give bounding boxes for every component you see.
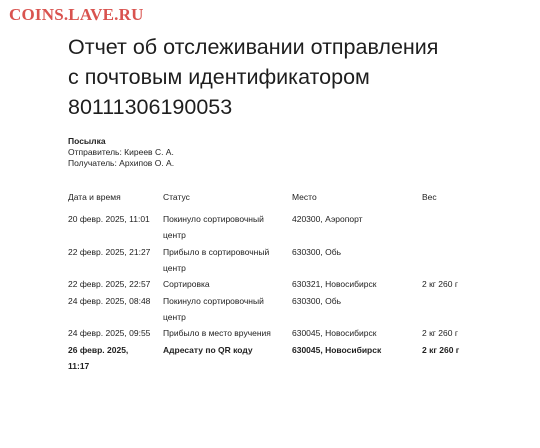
row-place: 630300, Обь <box>292 247 341 257</box>
title-line: с почтовым идентификатором <box>68 65 370 89</box>
row-place: 420300, Аэропорт <box>292 214 363 224</box>
row-place: 630300, Обь <box>292 296 341 306</box>
row-status: Сортировка <box>163 279 210 289</box>
table-header-row <box>68 190 488 212</box>
table-row <box>68 277 488 294</box>
parcel-info <box>68 136 174 169</box>
header-place: Место <box>292 192 317 202</box>
page-title <box>68 32 508 122</box>
tracking-number[interactable]: 80111306190053 <box>68 95 233 119</box>
row-weight: 2 кг 260 г <box>422 279 458 289</box>
row-status: Покинуло сортировочный центр <box>163 214 264 240</box>
row-date: 26 февр. 2025, 11:17 <box>68 345 129 371</box>
row-date: 22 февр. 2025, 21:27 <box>68 247 151 257</box>
table-row <box>68 245 488 277</box>
site-watermark: COINS.LAVE.RU <box>9 5 144 24</box>
header-weight: Вес <box>422 192 437 202</box>
table-row <box>68 212 488 245</box>
table-row <box>68 294 488 326</box>
tracking-table <box>68 190 488 375</box>
header-date: Дата и время <box>68 192 121 202</box>
table-row <box>68 343 488 375</box>
row-status: Покинуло сортировочный центр <box>163 296 264 322</box>
row-place: 630321, Новосибирск <box>292 279 377 289</box>
parcel-recipient: Получатель: Архипов О. А. <box>68 158 175 168</box>
row-place: 630045, Новосибирск <box>292 328 377 338</box>
row-date: 22 февр. 2025, 22:57 <box>68 279 151 289</box>
row-place: 630045, Новосибирск <box>292 345 382 355</box>
row-status: Адресату по QR коду <box>163 345 253 355</box>
parcel-sender: Отправитель: Киреев С. А. <box>68 147 174 157</box>
row-status: Прибыло в место вручения <box>163 328 271 338</box>
row-date: 24 февр. 2025, 09:55 <box>68 328 151 338</box>
row-date: 20 февр. 2025, 11:01 <box>68 214 150 224</box>
header-status: Статус <box>163 192 190 202</box>
row-date: 24 февр. 2025, 08:48 <box>68 296 151 306</box>
table-row <box>68 326 488 343</box>
row-weight: 2 кг 260 г <box>422 328 458 338</box>
title-line: Отчет об отслеживании отправления <box>68 35 439 59</box>
parcel-type: Посылка <box>68 136 106 146</box>
row-status: Прибыло в сортировочный центр <box>163 247 270 273</box>
row-weight: 2 кг 260 г <box>422 345 460 355</box>
